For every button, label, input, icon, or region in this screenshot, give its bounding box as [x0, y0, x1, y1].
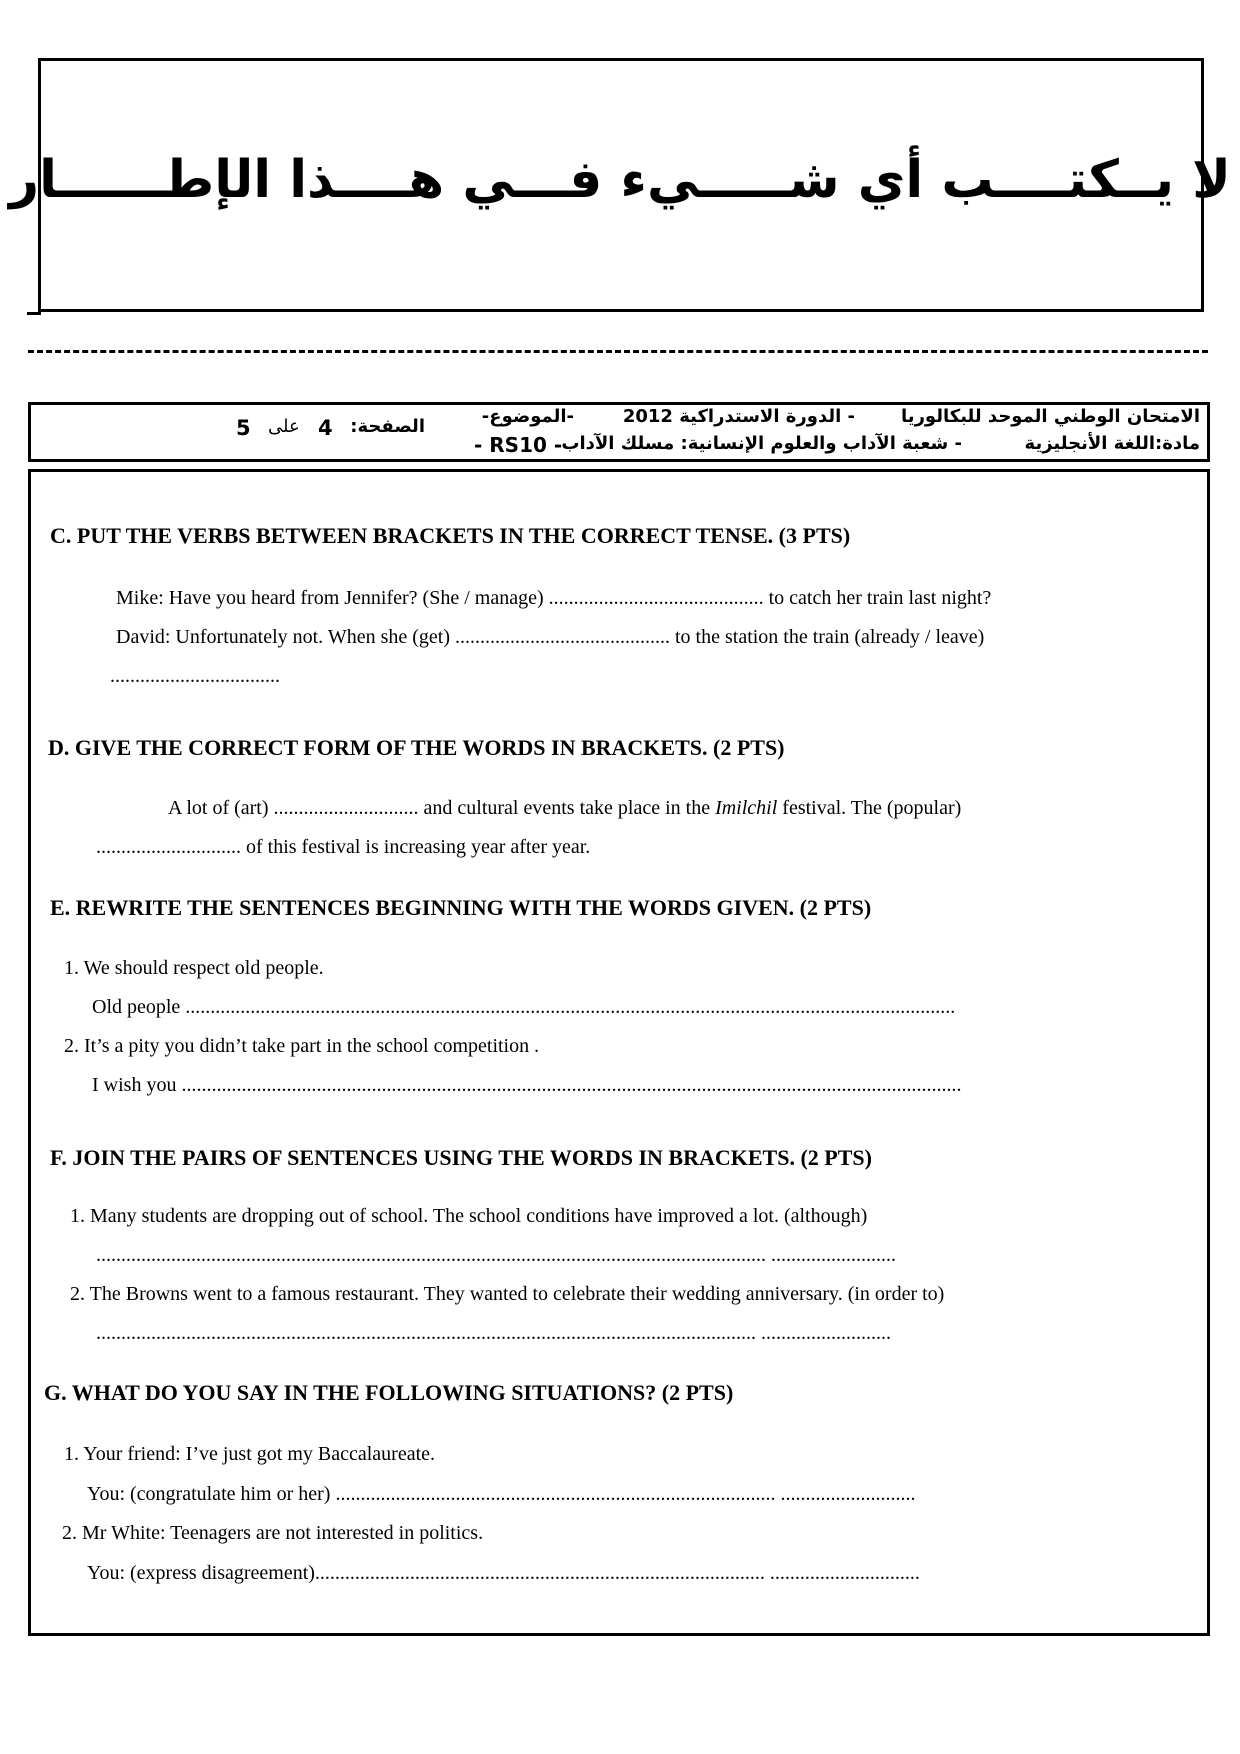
section-d-line-1	[168, 797, 961, 820]
section-f-answer-1: ...................................................................................................................................... .........................	[96, 1244, 896, 1266]
section-d-title: D. GIVE THE CORRECT FORM OF THE WORDS IN BRACKETS. (2 PTS)	[48, 735, 785, 760]
section-e-title: E. REWRITE THE SENTENCES BEGINNING WITH THE WORDS GIVEN. (2 PTS)	[50, 895, 872, 920]
page-current: 4	[318, 416, 333, 440]
section-c-line-3: ..................................	[110, 665, 280, 687]
section-f-answer-2: .................................................................................................................................... ..........................	[96, 1322, 891, 1344]
section-g-answer-2: You: (express disagreement).......................................................................................... ..............................	[87, 1562, 920, 1584]
section-f-title: F. JOIN THE PAIRS OF SENTENCES USING THE WORDS IN BRACKETS. (2 PTS)	[50, 1145, 872, 1170]
exam-title: الامتحان الوطني الموحد للبكالوريا	[901, 406, 1200, 427]
exam-branch: - شعبة الآداب والعلوم الإنسانية: مسلك الآداب	[561, 433, 962, 454]
section-g-title: G. WHAT DO YOU SAY IN THE FOLLOWING SITUATIONS? (2 PTS)	[44, 1380, 734, 1405]
section-d-line-1-start: A lot of (art) ............................. and cultural events take place in the	[168, 797, 716, 819]
section-e-question-1: 1. We should respect old people.	[64, 957, 324, 979]
section-g-question-1: 1. Your friend: I’ve just got my Baccalaureate.	[64, 1443, 436, 1465]
do-not-write-notice: لا يــكتــــب أي شـــــيء فـــي هــــذا الإطــــــار	[9, 150, 1231, 210]
section-f-question-2: 2. The Browns went to a famous restaurant. They wanted to celebrate their wedding anniversary. (in order to)	[70, 1283, 945, 1305]
top-frame-extension	[27, 312, 41, 315]
cut-line-dashes	[28, 336, 1208, 356]
exam-subject: مادة:اللغة الأنجليزية	[1024, 433, 1200, 454]
section-c-line-2: David: Unfortunately not. When she (get) ........................................... to the station the train (already / leave)	[116, 626, 985, 648]
section-d-line-1-end: festival. The (popular)	[777, 797, 962, 819]
section-c-line-1: Mike: Have you heard from Jennifer? (She / manage) ........................................... to catch her train last night?	[116, 587, 992, 609]
subject-label: -الموضوع-	[481, 406, 574, 427]
festival-name: Imilchil	[715, 797, 778, 819]
section-g-answer-1: You: (congratulate him or her) ........................................................................................ ...........................	[87, 1483, 916, 1505]
section-e-answer-1: Old people ..........................................................................................................................................................	[92, 996, 956, 1018]
page-label: الصفحة:	[350, 416, 425, 437]
section-c-title: C. PUT THE VERBS BETWEEN BRACKETS IN THE CORRECT TENSE. (3 PTS)	[50, 523, 851, 548]
section-d-line-2: ............................. of this festival is increasing year after year.	[96, 836, 591, 858]
section-e-answer-2: I wish you ............................................................................................................................................................	[92, 1074, 962, 1096]
exam-session: - الدورة الاستدراكية 2012	[622, 406, 855, 427]
page-of: على	[268, 416, 300, 437]
page-total: 5	[236, 416, 251, 440]
subject-code: - RS10 -	[474, 433, 563, 457]
section-f-question-1: 1. Many students are dropping out of school. The school conditions have improved a lot. (although)	[70, 1205, 868, 1227]
section-g-question-2: 2. Mr White: Teenagers are not interested in politics.	[62, 1522, 484, 1544]
section-e-question-2: 2. It’s a pity you didn’t take part in the school competition .	[64, 1035, 540, 1057]
